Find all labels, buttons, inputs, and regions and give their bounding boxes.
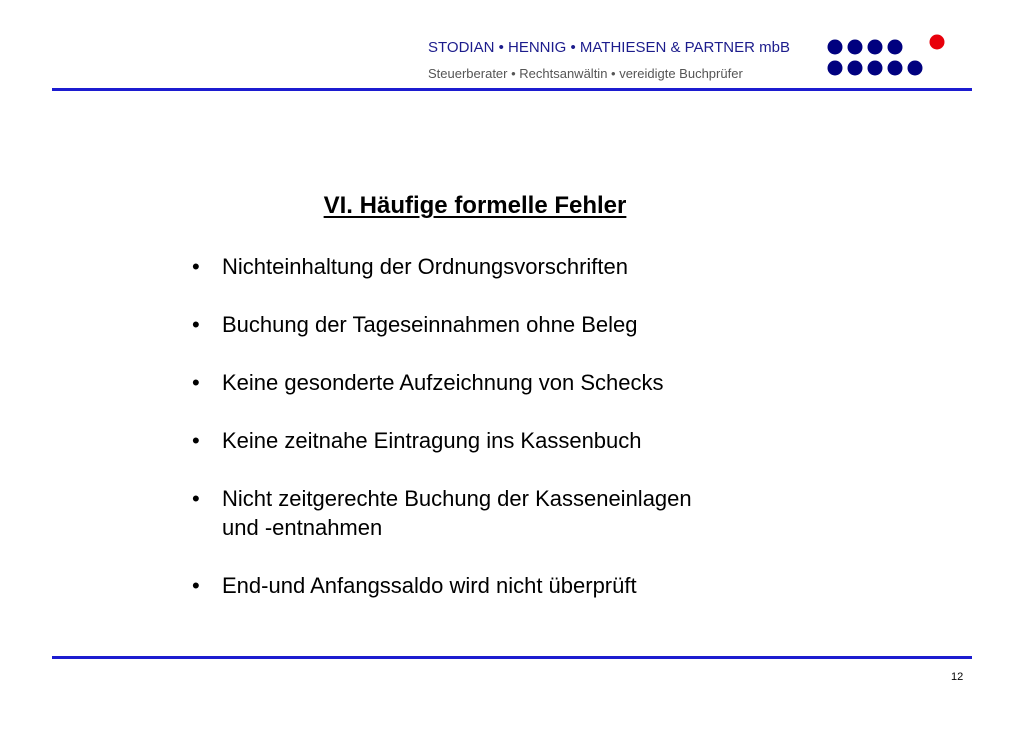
bullet-dot-icon: • [192, 428, 200, 453]
firm-logo-icon [820, 32, 950, 80]
logo-dot [848, 40, 863, 55]
logo-dots-top-row [828, 40, 903, 55]
bullet-item [190, 310, 830, 339]
bullet-dot-icon: • [192, 370, 200, 395]
bullet-text: Buchung der Tageseinnahmen ohne Beleg [222, 312, 638, 337]
bullet-text: Nichteinhaltung der Ordnungsvorschriften [222, 254, 629, 279]
bullet-list [190, 252, 830, 629]
logo-dot [908, 61, 923, 76]
bullet-dot-icon: • [192, 573, 200, 598]
bullet-text: Keine zeitnahe Eintragung ins Kassenbuch [222, 428, 642, 453]
logo-dot [888, 40, 903, 55]
bullet-dot-icon: • [192, 486, 200, 511]
bullet-dot-icon: • [192, 312, 200, 337]
firm-name: STODIAN • HENNIG • MATHIESEN & PARTNER mbB [428, 39, 790, 56]
bullet-item [190, 571, 830, 600]
bullet-text: Nicht zeitgerechte Buchung der Kasseneinlagen [222, 486, 692, 511]
logo-accent-dot [930, 35, 945, 50]
logo-dots-bottom-row [828, 61, 923, 76]
bullet-dot-icon: • [192, 254, 200, 279]
bullet-text: und -entnahmen [222, 515, 383, 540]
bullet-item [190, 484, 830, 542]
logo-dot [868, 61, 883, 76]
logo-dot [868, 40, 883, 55]
footer-divider [52, 656, 972, 659]
bullet-item [190, 426, 830, 455]
logo-dot [828, 61, 843, 76]
slide-title: VI. Häufige formelle Fehler [323, 192, 627, 219]
bullet-text: Keine gesonderte Aufzeichnung von Schecks [222, 370, 664, 395]
logo-dot [888, 61, 903, 76]
page-number: 12 [951, 671, 964, 683]
bullet-item [190, 368, 830, 397]
bullet-item [190, 252, 830, 281]
logo-dot [848, 61, 863, 76]
logo-dot [828, 40, 843, 55]
bullet-text: End-und Anfangssaldo wird nicht überprüft [222, 573, 637, 598]
firm-subtitle: Steuerberater • Rechtsanwältin • vereidigte Buchprüfer [428, 66, 743, 81]
header-divider [52, 88, 972, 91]
